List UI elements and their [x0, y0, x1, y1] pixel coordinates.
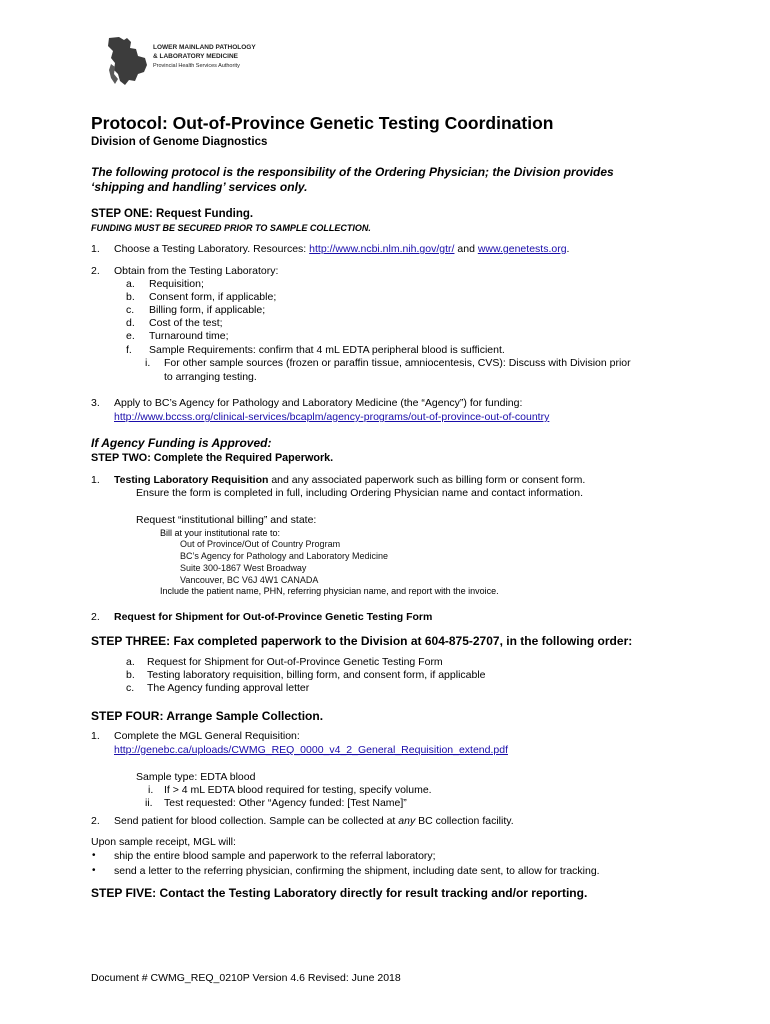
invoice-include-note: Include the patient name, PHN, referring physician name, and report with the invoice.: [160, 586, 499, 596]
bullet-icon: •: [92, 865, 96, 876]
page-title: Protocol: Out-of-Province Genetic Testing Coordination: [91, 113, 554, 133]
step2-item1: [114, 474, 585, 486]
step-two-heading: STEP TWO: Complete the Required Paperwork.: [91, 452, 334, 464]
roman-numeral: i.: [145, 357, 151, 369]
step1-item1: [114, 243, 569, 255]
subitem-letter: c.: [126, 304, 135, 316]
test-requested-instruction: Test requested: Other “Agency funded: [Test Name]”: [164, 797, 407, 809]
subitem-text: Sample Requirements: confirm that 4 mL EDTA peripheral blood is sufficient.: [149, 344, 505, 356]
step2-item1-number: 1.: [91, 474, 100, 486]
fax-order-item: Testing laboratory requisition, billing form, and consent form, if applicable: [147, 669, 486, 681]
sample-type: Sample type: EDTA blood: [136, 771, 256, 783]
bccss-agency-link[interactable]: http://www.bccss.org/clinical-services/bcaplm/agency-programs/out-of-province-out-of-country: [114, 411, 550, 423]
agency-approved-heading: If Agency Funding is Approved:: [91, 436, 272, 450]
step2-item1-line2: Ensure the form is completed in full, including Ordering Physician name and contact information.: [136, 487, 584, 499]
logo-line2: & LABORATORY MEDICINE: [153, 53, 238, 60]
step4-item2-text-a: Send patient for blood collection. Sample can be collected at: [114, 815, 399, 827]
testing-lab-requisition-label: Testing Laboratory Requisition: [114, 474, 269, 486]
subitem-text: Billing form, if applicable;: [149, 304, 266, 316]
step-one-heading: STEP ONE: Request Funding.: [91, 208, 254, 220]
shipment-request-form-label: Request for Shipment for Out-of-Province Genetic Testing Form: [114, 611, 433, 623]
subitem-text: Turnaround time;: [149, 330, 229, 342]
sample-receipt-intro: Upon sample receipt, MGL will:: [91, 836, 236, 848]
bc-map-icon: [105, 34, 150, 88]
institutional-billing-request: Request “institutional billing” and state:: [136, 514, 317, 526]
fax-order-letter: a.: [126, 656, 135, 668]
subitem-letter: d.: [126, 317, 135, 329]
subitem-text: Consent form, if applicable;: [149, 291, 277, 303]
subitem-letter: e.: [126, 330, 135, 342]
genetests-link[interactable]: www.genetests.org: [477, 243, 567, 255]
logo-line3: Provincial Health Services Authority: [153, 63, 240, 69]
subitem-letter: b.: [126, 291, 135, 303]
division-subtitle: Division of Genome Diagnostics: [91, 136, 268, 148]
step1-item1-and: and: [454, 243, 478, 255]
bill-at-rate: Bill at your institutional rate to:: [160, 528, 281, 538]
other-samples-line2: to arranging testing.: [164, 371, 257, 383]
other-samples-line1: For other sample sources (frozen or paraffin tissue, amniocentesis, CVS): Discuss with Division prior: [164, 357, 631, 369]
fax-order-letter: b.: [126, 669, 135, 681]
step1-item1-number: 1.: [91, 243, 100, 255]
ncbi-gtr-link[interactable]: http://www.ncbi.nlm.nih.gov/gtr/: [309, 243, 455, 255]
step1-item1-text: Choose a Testing Laboratory. Resources:: [114, 243, 310, 255]
address-line: BC’s Agency for Pathology and Laboratory Medicine: [180, 551, 388, 561]
receipt-bullet: send a letter to the referring physician, confirming the shipment, including date sent, to allow for tracking.: [114, 865, 600, 877]
organization-logo: [105, 34, 150, 88]
intro-line1: The following protocol is the responsibility of the Ordering Physician; the Division provides: [91, 165, 614, 179]
step4-item1-text: Complete the MGL General Requisition:: [114, 730, 300, 742]
subitem-letter: a.: [126, 278, 135, 290]
roman-numeral: i.: [148, 784, 154, 796]
step4-item2: [114, 815, 514, 827]
step2-item2-number: 2.: [91, 611, 100, 623]
address-line: Vancouver, BC V6J 4W1 CANADA: [180, 575, 319, 585]
fax-order-letter: c.: [126, 682, 135, 694]
step-four-heading: STEP FOUR: Arrange Sample Collection.: [91, 709, 324, 723]
document-footer: Document # CWMG_REQ_0210P Version 4.6 Revised: June 2018: [91, 972, 401, 984]
subitem-text: Requisition;: [149, 278, 204, 290]
step2-item1-rest: and any associated paperwork such as billing form or consent form.: [268, 474, 586, 486]
step1-item2-number: 2.: [91, 265, 100, 277]
logo-line1: LOWER MAINLAND PATHOLOGY: [153, 44, 256, 51]
fax-order-item: The Agency funding approval letter: [147, 682, 310, 694]
step1-item3-number: 3.: [91, 397, 100, 409]
address-line: Out of Province/Out of Country Program: [180, 539, 341, 549]
address-line: Suite 300-1867 West Broadway: [180, 563, 307, 573]
bullet-icon: •: [92, 850, 96, 861]
subitem-letter: f.: [126, 344, 132, 356]
intro-line2: ‘shipping and handling’ services only.: [91, 180, 308, 194]
volume-instruction: If > 4 mL EDTA blood required for testing, specify volume.: [164, 784, 432, 796]
step-five-heading: STEP FIVE: Contact the Testing Laboratory directly for result tracking and/or reporting.: [91, 886, 588, 900]
step4-item2-italic: any: [398, 815, 416, 827]
mgl-requisition-link[interactable]: http://genebc.ca/uploads/CWMG_REQ_0000_v4_2_General_Requisition_extend.pdf: [114, 744, 509, 756]
step1-item2-text: Obtain from the Testing Laboratory:: [114, 265, 279, 277]
roman-numeral: ii.: [145, 797, 153, 809]
step4-item1-number: 1.: [91, 730, 100, 742]
step4-item2-text-b: BC collection facility.: [415, 815, 514, 827]
step1-item1-end: .: [566, 243, 570, 255]
funding-note: FUNDING MUST BE SECURED PRIOR TO SAMPLE COLLECTION.: [91, 223, 371, 233]
step-three-heading: STEP THREE: Fax completed paperwork to the Division at 604-875-2707, in the following order:: [91, 634, 633, 648]
receipt-bullet: ship the entire blood sample and paperwork to the referral laboratory;: [114, 850, 436, 862]
step1-item3-text: Apply to BC’s Agency for Pathology and Laboratory Medicine (the “Agency”) for funding:: [114, 397, 523, 409]
fax-order-item: Request for Shipment for Out-of-Province Genetic Testing Form: [147, 656, 443, 668]
step4-item2-number: 2.: [91, 815, 100, 827]
subitem-text: Cost of the test;: [149, 317, 223, 329]
